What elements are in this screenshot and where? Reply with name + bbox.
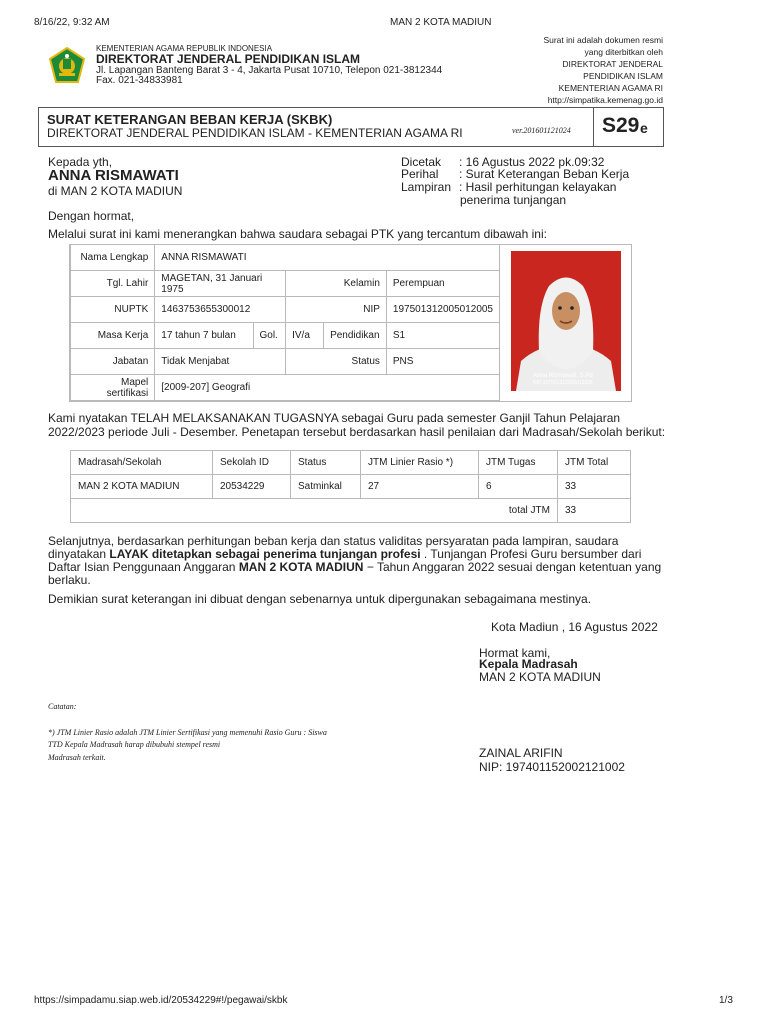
notice-link[interactable]: http://simpatika.kemenag.go.id — [547, 95, 663, 105]
table-cell: 27 — [361, 475, 479, 499]
recipient-name: ANNA RISMAWATI — [48, 167, 179, 184]
col-header: Sekolah ID — [213, 451, 291, 475]
print-url[interactable]: https://simpadamu.siap.web.id/20534229#!/pegawai/skbk — [34, 995, 288, 1006]
intro-text: Melalui surat ini kami menerangkan bahwa saudara sebagai PTK yang tercantum dibawah ini: — [48, 227, 547, 241]
form-code-suffix: e — [640, 120, 648, 136]
signer-role: Kepala Madrasah — [479, 657, 578, 671]
nip-label: NIP — [286, 297, 387, 323]
kelamin-value: Perempuan — [386, 271, 499, 297]
table-total-row — [71, 499, 631, 523]
greeting: Dengan hormat, — [48, 209, 135, 223]
table-row — [71, 271, 500, 297]
statement-line-1: Kami nyatakan TELAH MELAKSANAKAN TUGASNYA sebagai Guru pada semester Ganjil Tahun Pelajaran — [48, 411, 621, 425]
total-value: 33 — [558, 499, 631, 523]
decision-highlight: LAYAK ditetapkan sebagai penerima tunjangan profesi — [109, 547, 421, 561]
notice-line: yang diterbitkan oleh — [584, 47, 663, 57]
notes-line-2: TTD Kepala Madrasah harap dibubuhi stempel resmi — [48, 740, 221, 749]
mapel-label: Mapel sertifikasi — [71, 375, 155, 401]
masa-kerja-label: Masa Kerja — [71, 323, 155, 349]
ttl-value: MAGETAN, 31 Januari 1975 — [155, 271, 286, 297]
status-value: PNS — [386, 349, 499, 375]
decision-line-4: berlaku. — [48, 573, 91, 587]
photo-caption: Anna Rismawati, S.Pd — [533, 373, 593, 379]
table-cell: 6 — [479, 475, 558, 499]
nama-label: Nama Lengkap — [71, 245, 155, 271]
notes-line-1: *) JTM Linier Rasio adalah JTM Linier Sertifikasi yang memenuhi Rasio Guru : Siswa — [48, 728, 327, 737]
mapel-value: [2009-207] Geografi — [155, 375, 500, 401]
directorate-name: DIREKTORAT JENDERAL PENDIDIKAN ISLAM — [96, 52, 361, 66]
col-header: JTM Tugas — [479, 451, 558, 475]
print-page-title: MAN 2 KOTA MADIUN — [390, 17, 492, 28]
ministry-name: KEMENTERIAN AGAMA REPUBLIK INDONESIA — [96, 44, 273, 53]
school-table — [70, 450, 631, 523]
ttl-label: Tgl. Lahir — [71, 271, 155, 297]
gol-value: IV/a — [286, 323, 324, 349]
nuptk-label: NUPTK — [71, 297, 155, 323]
table-cell: 33 — [558, 475, 631, 499]
closing-statement: Demikian surat keterangan ini dibuat dengan sebenarnya untuk dipergunakan sebagaimana mestinya. — [48, 592, 592, 606]
table-header-row — [71, 451, 631, 475]
notice-line: Surat ini adalah dokumen resmi — [543, 35, 663, 45]
decision-text: . Tunjangan Profesi Guru bersumber dari — [420, 547, 642, 561]
perihal-value: : Surat Keterangan Beban Kerja — [459, 167, 630, 181]
lampiran-label: Lampiran — [401, 180, 452, 194]
decision-school: MAN 2 KOTA MADIUN — [238, 560, 364, 574]
nuptk-value: 1463753655300012 — [155, 297, 286, 323]
document-subtitle: DIREKTORAT JENDERAL PENDIDIKAN ISLAM - KEMENTERIAN AGAMA RI — [47, 126, 463, 140]
jabatan-value: Tidak Menjabat — [155, 349, 286, 375]
col-header: Status — [291, 451, 361, 475]
perihal-label: Perihal — [401, 167, 439, 181]
dicetak-label: Dicetak — [401, 155, 442, 169]
col-header: JTM Linier Rasio *) — [361, 451, 479, 475]
col-header: Madrasah/Sekolah — [71, 451, 213, 475]
signer-nip: NIP: 197401152002121002 — [479, 760, 625, 774]
table-row — [71, 297, 500, 323]
form-code-box — [593, 108, 664, 146]
header-fax: Fax. 021-34833981 — [96, 75, 183, 86]
decision-line-3 — [48, 560, 661, 574]
print-datetime: 8/16/22, 9:32 AM — [34, 17, 110, 28]
official-notice — [463, 34, 663, 106]
decision-text: − Tahun Anggaran 2022 sesuai dengan ketentuan yang — [363, 560, 662, 574]
lampiran-value: : Hasil perhitungan kelayakan — [459, 180, 617, 194]
table-cell: MAN 2 KOTA MADIUN — [71, 475, 213, 499]
table-row — [71, 245, 500, 271]
nip-value: 197501312005012005 — [386, 297, 499, 323]
table-row — [71, 375, 500, 401]
recipient-to: Kepada yth, — [48, 155, 113, 169]
total-label: total JTM — [71, 499, 558, 523]
pendidikan-label: Pendidikan — [324, 323, 387, 349]
table-cell: Satminkal — [291, 475, 361, 499]
table-cell: 20534229 — [213, 475, 291, 499]
notice-line: KEMENTERIAN AGAMA RI — [558, 83, 663, 93]
col-header: JTM Total — [558, 451, 631, 475]
signer-name: ZAINAL ARIFIN — [479, 746, 563, 760]
recipient-location: di MAN 2 KOTA MADIUN — [48, 184, 183, 198]
pendidikan-value: S1 — [386, 323, 499, 349]
kelamin-label: Kelamin — [286, 271, 387, 297]
place-date: Kota Madiun , 16 Agustus 2022 — [491, 620, 658, 634]
decision-line-2 — [48, 547, 641, 561]
regards: Hormat kami, — [479, 646, 551, 660]
version-label: ver.201601121024 — [512, 126, 571, 135]
lampiran-value-2: penerima tunjangan — [460, 193, 567, 207]
jabatan-label: Jabatan — [71, 349, 155, 375]
table-row — [71, 349, 500, 375]
employee-photo — [511, 251, 621, 391]
status-label: Status — [286, 349, 387, 375]
signer-school: MAN 2 KOTA MADIUN — [479, 670, 601, 684]
form-code: S29 — [602, 114, 640, 137]
employee-table — [70, 244, 500, 401]
notice-line: PENDIDIKAN ISLAM — [583, 71, 663, 81]
gol-label: Gol. — [253, 323, 286, 349]
table-row — [71, 475, 631, 499]
print-page-number: 1/3 — [719, 995, 733, 1006]
decision-line-1: Selanjutnya, berdasarkan perhitungan beban kerja dan status validitas persyaratan pada lampiran, saudara — [48, 534, 619, 548]
masa-kerja-value: 17 tahun 7 bulan — [155, 323, 253, 349]
document-title: SURAT KETERANGAN BEBAN KERJA (SKBK) — [47, 112, 333, 127]
decision-text: dinyatakan — [48, 547, 110, 561]
dicetak-value: : 16 Agustus 2022 pk.09:32 — [459, 155, 605, 169]
notes-label: Catatan: — [48, 702, 77, 711]
title-box — [38, 107, 664, 147]
notice-line: DIREKTORAT JENDERAL — [562, 59, 663, 69]
kemenag-logo — [47, 47, 87, 85]
header-address: Jl. Lapangan Banteng Barat 3 - 4, Jakarta Pusat 10710, Telepon 021-3812344 — [96, 65, 443, 76]
decision-text: Daftar Isian Penggunaan Anggaran — [48, 560, 239, 574]
statement-line-2: 2022/2023 periode Juli - Desember. Penetapan tersebut berdasarkan hasil penilaian dari Madrasah/Sekolah berikut: — [48, 425, 666, 439]
nama-value: ANNA RISMAWATI — [155, 245, 500, 271]
table-row — [71, 323, 500, 349]
notes-line-3: Madrasah terkait. — [48, 753, 106, 762]
photo-caption-nip: NIP 197501312005012005 — [533, 380, 593, 386]
